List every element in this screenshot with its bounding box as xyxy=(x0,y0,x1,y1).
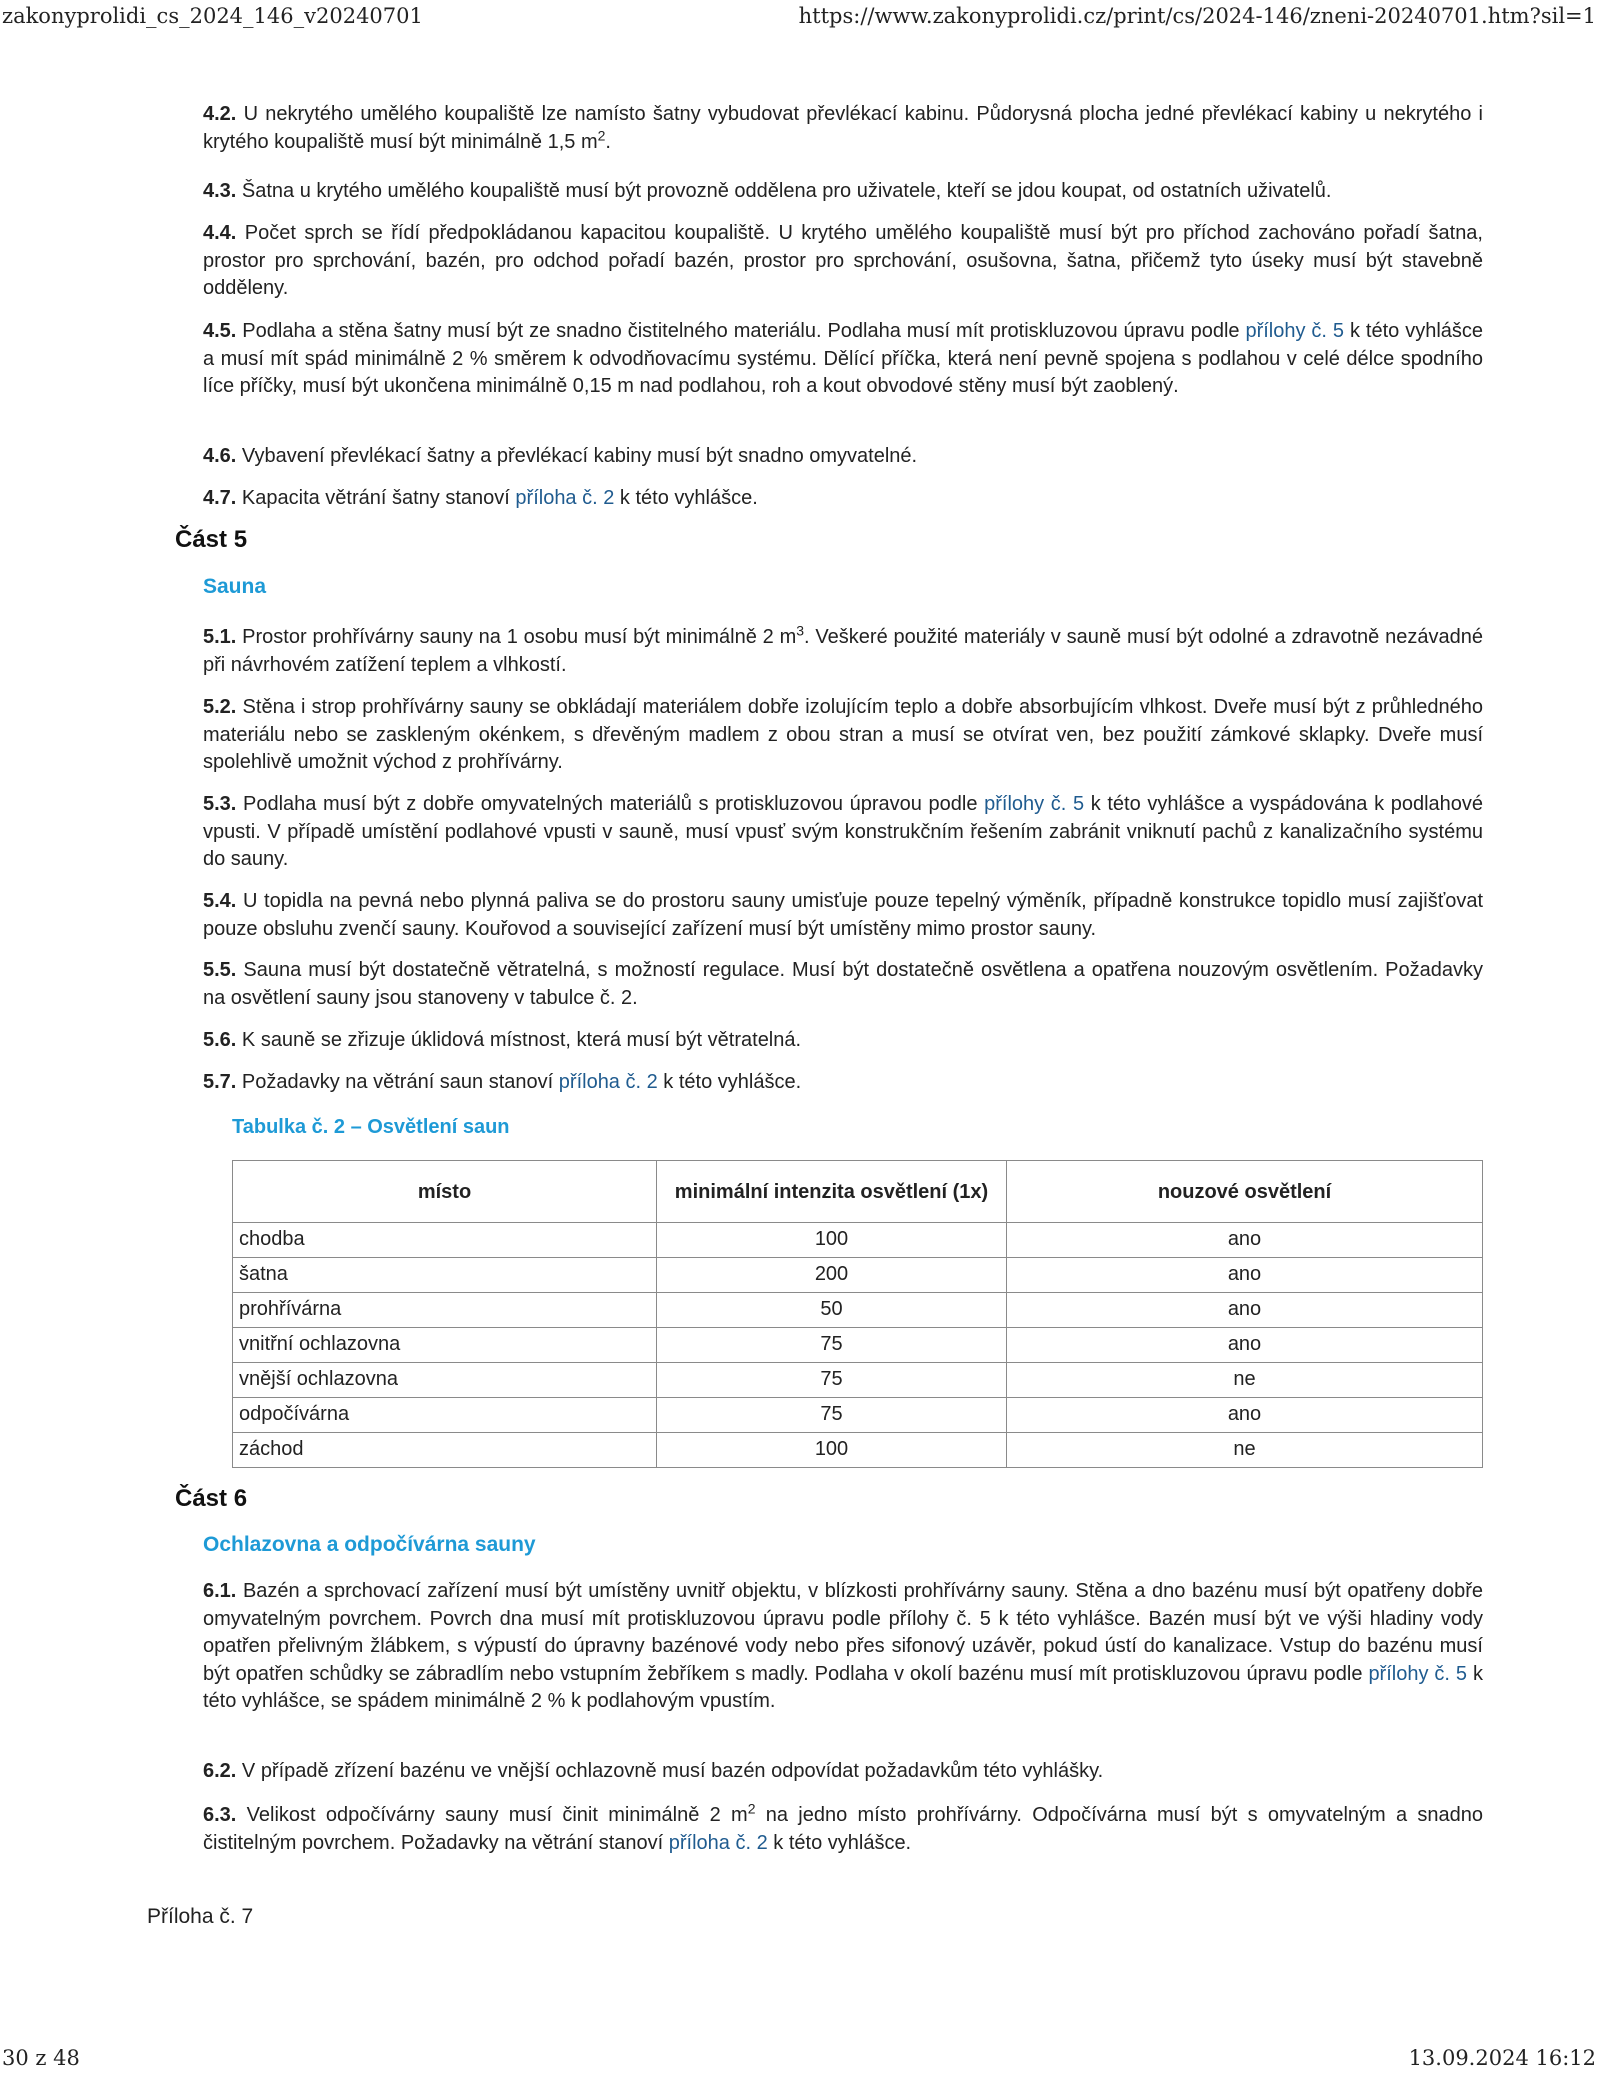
paragraph-number: 5.1. xyxy=(203,626,237,648)
print-datetime: 13.09.2024 16:12 xyxy=(1408,2046,1596,2070)
table-header-row xyxy=(233,1161,1483,1223)
paragraph-text: Stěna i strop prohřívárny sauny se obkládají materiálem dobře izolujícím teplo a dobře absorbujícím vlhkost. Dveře musí být z průhledného materiálu nebo se zaskleným okénkem, s dřevěným madlem z obou stran a musí se otvírat ven, bez použití zámkové sklapky. Dveře musí spolehlivě umožnit východ z prohřívárny. xyxy=(203,696,1483,773)
table-cell: 75 xyxy=(657,1363,1007,1398)
superscript: 3 xyxy=(796,622,805,639)
paragraph-6-2 xyxy=(203,1758,1483,1786)
table-cell: 200 xyxy=(657,1258,1007,1293)
column-header: nouzové osvětlení xyxy=(1007,1161,1483,1223)
lighting-table xyxy=(232,1160,1483,1468)
paragraph-number: 5.3. xyxy=(203,793,237,815)
paragraph-4-4 xyxy=(203,220,1483,303)
paragraph-number: 6.1. xyxy=(203,1580,237,1602)
paragraph-number: 5.5. xyxy=(203,959,237,981)
table-cell: 100 xyxy=(657,1223,1007,1258)
paragraph-text: na jedno místo prohřívárny. Odpočívárna musí být s omyvatelným a snadno čistitelným povrchem. Požadavky na větrání stanoví xyxy=(203,1804,1483,1854)
paragraph-4-6 xyxy=(203,443,1483,471)
paragraph-text: k této vyhlášce. xyxy=(657,1071,802,1093)
table-cell: ne xyxy=(1007,1433,1483,1468)
paragraph-number: 4.3. xyxy=(203,180,237,202)
paragraph-number: 4.2. xyxy=(203,103,237,125)
paragraph-text: Podlaha musí být z dobře omyvatelných materiálů s protiskluzovou úpravou podle xyxy=(236,793,985,815)
table-cell: prohřívárna xyxy=(233,1293,657,1328)
paragraph-text: U topidla na pevná nebo plynná paliva se do prostoru sauny umisťuje pouze tepelný výměník, případně konstrukce topidlo musí zajišťovat pouze obsluhu zvenčí sauny. Kouřovod a související zařízení musí být umístěny mimo prostor sauny. xyxy=(203,890,1483,940)
part-6-title: Část 6 xyxy=(175,1485,248,1512)
annex-2-link[interactable]: příloha č. 2 xyxy=(515,487,615,509)
table-row xyxy=(233,1293,1483,1328)
annex-2-link[interactable]: příloha č. 2 xyxy=(558,1071,658,1093)
table-cell: ano xyxy=(1007,1328,1483,1363)
paragraph-6-1 xyxy=(203,1578,1483,1716)
table-caption: Tabulka č. 2 – Osvětlení saun xyxy=(232,1116,510,1138)
paragraph-5-5 xyxy=(203,957,1483,1012)
print-header xyxy=(0,4,1600,34)
paragraph-text: k této vyhlášce. xyxy=(767,1831,912,1854)
paragraph-text: . Veškeré použité materiály v sauně musí být odolné a zdravotně nezávadné při návrhovém zatížení teplem a vlhkostí. xyxy=(203,626,1483,676)
table-cell: 75 xyxy=(657,1398,1007,1433)
column-header: minimální intenzita osvětlení (1x) xyxy=(657,1161,1007,1223)
table-cell: záchod xyxy=(233,1433,657,1468)
paragraph-text: Šatna u krytého umělého koupaliště musí být provozně oddělena pro uživatele, kteří se jdou koupat, od ostatních uživatelů. xyxy=(236,180,1332,202)
paragraph-4-2 xyxy=(203,101,1483,156)
table-cell: 100 xyxy=(657,1433,1007,1468)
paragraph-4-3 xyxy=(203,178,1483,206)
paragraph-text: Podlaha a stěna šatny musí být ze snadno čistitelného materiálu. Podlaha musí mít protiskluzovou úpravu podle xyxy=(236,320,1246,342)
paragraph-number: 4.7. xyxy=(203,487,237,509)
paragraph-text: k této vyhlášce a musí mít spád minimálně 2 % směrem k odvodňovacímu systému. Dělící příčka, která není pevně spojena s podlahou v celé délce spodního líce příčky, musí být ukončena minimálně 0,15 m nad podlahou, roh a kout obvodové stěny musí být zaoblený. xyxy=(203,320,1484,397)
table-cell: odpočívárna xyxy=(233,1398,657,1433)
paragraph-number: 5.7. xyxy=(203,1071,237,1093)
paragraph-text: k této vyhlášce, se spádem minimálně 2 % k podlahovým vpustím. xyxy=(203,1662,1483,1712)
table-row xyxy=(233,1258,1483,1293)
superscript: 2 xyxy=(597,126,606,143)
table-row xyxy=(233,1223,1483,1258)
table-cell: ne xyxy=(1007,1363,1483,1398)
paragraph-text: . xyxy=(605,130,611,153)
paragraph-text: k této vyhlášce. xyxy=(614,487,758,509)
paragraph-4-7 xyxy=(203,485,1483,513)
paragraph-5-3 xyxy=(203,791,1483,874)
paragraph-text: Počet sprch se řídí předpokládanou kapacitou koupaliště. U krytého umělého koupaliště musí být pro příchod zachováno pořadí šatna, prostor pro sprchování, bazén, pro odchod pořadí bazén, prostor pro sprchování, osušovna, šatna, přičemž tyto úseky musí být stavebně odděleny. xyxy=(203,222,1483,299)
paragraph-number: 4.5. xyxy=(203,320,237,342)
print-url: https://www.zakonyprolidi.cz/print/cs/2024-146/zneni-20240701.htm?sil=1 xyxy=(798,4,1596,28)
paragraph-text: V případě zřízení bazénu ve vnější ochlazovně musí bazén odpovídat požadavkům této vyhlášky. xyxy=(236,1760,1104,1782)
paragraph-5-4 xyxy=(203,888,1483,943)
paragraph-5-1 xyxy=(203,624,1483,679)
paragraph-text: K sauně se zřizuje úklidová místnost, která musí být větratelná. xyxy=(236,1029,802,1051)
cooling-rest-room-heading: Ochlazovna a odpočívárna sauny xyxy=(203,1533,536,1556)
annex-5-link[interactable]: přílohy č. 5 xyxy=(984,793,1085,815)
page-indicator: 30 z 48 xyxy=(2,2046,80,2070)
paragraph-5-6 xyxy=(203,1027,1483,1055)
paragraph-text: k této vyhlášce a vyspádována k podlahové vpusti. V případě umístění podlahové vpusti v sauně, musí vpusť svým konstrukčním řešením zabránit vniknutí pachů z kanalizačního systému do sauny. xyxy=(203,793,1484,870)
paragraph-number: 6.2. xyxy=(203,1760,237,1782)
paragraph-text: Bazén a sprchovací zařízení musí být umístěny uvnitř objektu, v blízkosti prohřívárny sauny. Stěna a dno bazénu musí být opatřeny dobře omyvatelným povrchem. Povrch dna musí mít protiskluzovou úpravu podle přílohy č. 5 k této vyhlášce. Bazén musí být ve výši hladiny vody opatřen přelivným žlábkem, s výpustí do úpravny bazénové vody nebo přes sifonový uzávěr, pokud ústí do kanalizace. Vstup do bazénu musí být opatřen schůdky se zábradlím nebo vstupním žebříkem s madly. Podlaha v okolí bazénu musí mít protiskluzovou úpravu podle xyxy=(203,1580,1483,1685)
paragraph-5-7 xyxy=(203,1069,1483,1097)
paragraph-text: Kapacita větrání šatny stanoví xyxy=(236,487,516,509)
table-cell: šatna xyxy=(233,1258,657,1293)
annex-7-label: Příloha č. 7 xyxy=(147,1905,254,1928)
annex-2-link[interactable]: příloha č. 2 xyxy=(668,1831,768,1854)
table-cell: vnitřní ochlazovna xyxy=(233,1328,657,1363)
paragraph-number: 5.2. xyxy=(203,696,237,718)
paragraph-text: Velikost odpočívárny sauny musí činit minimálně 2 m xyxy=(236,1804,748,1826)
paragraph-text: Vybavení převlékací šatny a převlékací kabiny musí být snadno omyvatelné. xyxy=(236,445,918,467)
table-row xyxy=(233,1328,1483,1363)
table-cell: 50 xyxy=(657,1293,1007,1328)
print-footer xyxy=(0,2046,1600,2076)
table-cell: ano xyxy=(1007,1223,1483,1258)
paragraph-number: 4.4. xyxy=(203,222,237,244)
paragraph-6-3 xyxy=(203,1802,1483,1857)
table-row xyxy=(233,1398,1483,1433)
paragraph-4-5 xyxy=(203,318,1483,401)
table-cell: ano xyxy=(1007,1258,1483,1293)
paragraph-text: U nekrytého umělého koupaliště lze namísto šatny vybudovat převlékací kabinu. Půdorysná plocha jedné převlékací kabiny u nekrytého i krytého koupaliště musí být minimálně 1,5 m xyxy=(203,103,1483,153)
document-id: zakonyprolidi_cs_2024_146_v20240701 xyxy=(2,4,423,28)
table-row xyxy=(233,1363,1483,1398)
paragraph-text: Prostor prohřívárny sauny na 1 osobu musí být minimálně 2 m xyxy=(236,626,797,648)
paragraph-5-2 xyxy=(203,694,1483,777)
paragraph-text: Požadavky na větrání saun stanoví xyxy=(236,1071,559,1093)
table-row xyxy=(233,1433,1483,1468)
paragraph-number: 4.6. xyxy=(203,445,237,467)
annex-5-link[interactable]: přílohy č. 5 xyxy=(1368,1662,1468,1685)
table-cell: vnější ochlazovna xyxy=(233,1363,657,1398)
table-cell: 75 xyxy=(657,1328,1007,1363)
paragraph-text: Sauna musí být dostatečně větratelná, s možností regulace. Musí být dostatečně osvětlena a opatřena nouzovým osvětlením. Požadavky na osvětlení sauny jsou stanoveny v tabulce č. 2. xyxy=(203,959,1483,1009)
superscript: 2 xyxy=(747,1800,756,1817)
table-cell: ano xyxy=(1007,1293,1483,1328)
column-header: místo xyxy=(233,1161,657,1223)
paragraph-number: 5.4. xyxy=(203,890,237,912)
table-cell: ano xyxy=(1007,1398,1483,1433)
annex-5-link[interactable]: přílohy č. 5 xyxy=(1245,320,1345,342)
paragraph-number: 6.3. xyxy=(203,1804,237,1826)
table-cell: chodba xyxy=(233,1223,657,1258)
sauna-heading: Sauna xyxy=(203,575,267,598)
paragraph-number: 5.6. xyxy=(203,1029,237,1051)
part-5-title: Část 5 xyxy=(175,526,248,553)
